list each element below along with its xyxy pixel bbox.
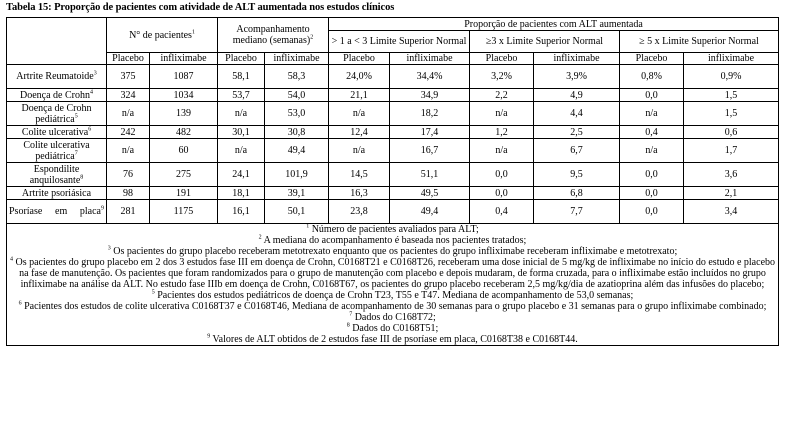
row-label: Artrite Reumatoide$^3$ [7,65,107,89]
cell: n/a [107,102,150,126]
footnote: $^2$ A mediana do acompanhamento é baseada nos pacientes tratados; [258,234,527,246]
cell: 0,0 [620,89,684,102]
cell: 21,1 [329,89,390,102]
header-proportion: Proporção de pacientes com ALT aumentada [329,18,779,31]
cell: 0,0 [470,163,534,187]
cell: n/a [620,102,684,126]
row-label: Colite ulcerativa$^6$ [7,126,107,139]
cell: 1,5 [684,102,779,126]
footnotes [7,224,779,346]
cell: 6,8 [534,187,620,200]
cell: 281 [107,200,150,224]
cell: 0,4 [470,200,534,224]
cell: 1,7 [684,139,779,163]
cell: n/a [470,102,534,126]
header-follow-up: Acompanhamento mediano (semanas)$^2$ [218,18,329,53]
row-label: Colite ulcerativa pediátrica$^7$ [7,139,107,163]
footnote: $^5$ Pacientes dos estudos pediátricos de doença de Crohn T23, T55 e T47. Mediana de acompanhamento de 53,0 semanas; [151,289,634,301]
header-n-patients: N° de pacientes$^1$ [107,18,218,53]
row-label: Doença de Crohn$^4$ [7,89,107,102]
footnote: $^3$ Os pacientes do grupo placebo receberam metotrexato enquanto que os pacientes do grupo infliximabe receberam infliximabe e metotrexato; [107,245,678,257]
table-row [7,65,779,89]
footnotes-row [7,224,779,346]
table-row [7,139,779,163]
cell: 3,9% [534,65,620,89]
cell: 17,4 [390,126,470,139]
cell: 23,8 [329,200,390,224]
cell: 2,5 [534,126,620,139]
cell: 1175 [150,200,218,224]
cell: 1,5 [684,89,779,102]
cell: 49,5 [390,187,470,200]
cell: 49,4 [265,139,329,163]
footnote: $^6$ Pacientes dos estudos de colite ulcerativa C0168T37 e C0168T46, Mediana de acompanhamento de 30 semanas para o grupo placebo e 31 semanas para o grupo infliximabe combinado; [18,300,767,312]
cell: 275 [150,163,218,187]
footnote: $^8$ Dados do C0168T51; [346,322,439,334]
cell: 0,0 [470,187,534,200]
cell: 30,1 [218,126,265,139]
cell: 0,6 [684,126,779,139]
cell: 18,1 [218,187,265,200]
cell: 18,2 [390,102,470,126]
cell: 16,7 [390,139,470,163]
table-row [7,187,779,200]
cell: 50,1 [265,200,329,224]
cell: 101,9 [265,163,329,187]
header-range-3: ≥ 5 x Limite Superior Normal [620,31,779,53]
cell: 12,4 [329,126,390,139]
footnote: $^7$ Dados do C168T72; [349,311,436,323]
subheader-infliximab: infliximabe [150,53,218,65]
header-range-1: > 1 a < 3 Limite Superior Normal [329,31,470,53]
table-row [7,163,779,187]
subheader-infliximab: infliximabe [534,53,620,65]
cell: n/a [329,139,390,163]
cell: 0,0 [620,200,684,224]
cell: 6,7 [534,139,620,163]
cell: 3,6 [684,163,779,187]
cell: 51,1 [390,163,470,187]
footnote: $^9$ Valores de ALT obtidos de 2 estudos fase III de psoríase em placa, C0168T38 e C0168T44. [207,333,578,345]
cell: n/a [107,139,150,163]
cell: 34,9 [390,89,470,102]
cell: 3,2% [470,65,534,89]
cell: 0,4 [620,126,684,139]
cell: 98 [107,187,150,200]
corner-cell [7,18,107,65]
subheader-infliximab: infliximabe [390,53,470,65]
cell: 58,1 [218,65,265,89]
cell: 324 [107,89,150,102]
cell: 1,2 [470,126,534,139]
cell: 30,8 [265,126,329,139]
subheader-placebo: Placebo [218,53,265,65]
cell: 53,7 [218,89,265,102]
row-label: Doença de Crohn pediátrica$^5$ [7,102,107,126]
footnote: $^1$ Número de pacientes avaliados para ALT; [306,223,479,235]
table-row [7,126,779,139]
subheader-placebo: Placebo [470,53,534,65]
cell: n/a [218,102,265,126]
row-label: Artrite psoriásica [7,187,107,200]
cell: 53,0 [265,102,329,126]
subheader-placebo: Placebo [107,53,150,65]
cell: 4,9 [534,89,620,102]
cell: 14,5 [329,163,390,187]
cell: 191 [150,187,218,200]
header-range-2: ≥3 x Limite Superior Normal [470,31,620,53]
cell: 3,4 [684,200,779,224]
cell: 4,4 [534,102,620,126]
cell: 7,7 [534,200,620,224]
cell: 0,8% [620,65,684,89]
cell: 58,3 [265,65,329,89]
table-row [7,89,779,102]
cell: n/a [620,139,684,163]
cell: 16,1 [218,200,265,224]
cell: n/a [470,139,534,163]
cell: 0,9% [684,65,779,89]
cell: n/a [329,102,390,126]
row-label: Psoríase em placa$^9$ [7,200,107,224]
cell: 2,1 [684,187,779,200]
alt-table [6,17,779,346]
table-caption: Tabela 15: Proporção de pacientes com atividade de ALT aumentada nos estudos clínicos [6,2,395,13]
cell: 39,1 [265,187,329,200]
cell: 49,4 [390,200,470,224]
cell: 242 [107,126,150,139]
subheader-infliximab: infliximabe [684,53,779,65]
row-label: Espondilite anquilosante$^8$ [7,163,107,187]
cell: 0,0 [620,187,684,200]
cell: 60 [150,139,218,163]
cell: 16,3 [329,187,390,200]
cell: 24,1 [218,163,265,187]
cell: 1034 [150,89,218,102]
cell: 375 [107,65,150,89]
cell: 9,5 [534,163,620,187]
cell: n/a [218,139,265,163]
cell: 1087 [150,65,218,89]
footnote: $^4$ Os pacientes do grupo placebo em 2 dos 3 estudos fase III em doença de Crohn, C0168T21 e C0168T26, receberam uma dose inicial de 5 mg/kg de infliximabe no início do estudo e placebo na fase de manutenção. Os pacientes que foram randomizados para o grupo de manutenção com placebo e depois mudaram, de forma cruzada, para o infliximabe estão incluídos no grupo infliximabe na análise da ALT. No estudo fase IIIb em doença de Crohn, C0168T67, os pacientes do grupo placebo receberam 2,5 mg/kg/dia de azatioprina além das infusões do placebo; [9,256,776,290]
cell: 76 [107,163,150,187]
table-row [7,200,779,224]
cell: 34,4% [390,65,470,89]
cell: 139 [150,102,218,126]
cell: 0,0 [620,163,684,187]
cell: 2,2 [470,89,534,102]
table-row [7,102,779,126]
cell: 54,0 [265,89,329,102]
cell: 24,0% [329,65,390,89]
subheader-placebo: Placebo [329,53,390,65]
subheader-infliximab: infliximabe [265,53,329,65]
subheader-placebo: Placebo [620,53,684,65]
cell: 482 [150,126,218,139]
